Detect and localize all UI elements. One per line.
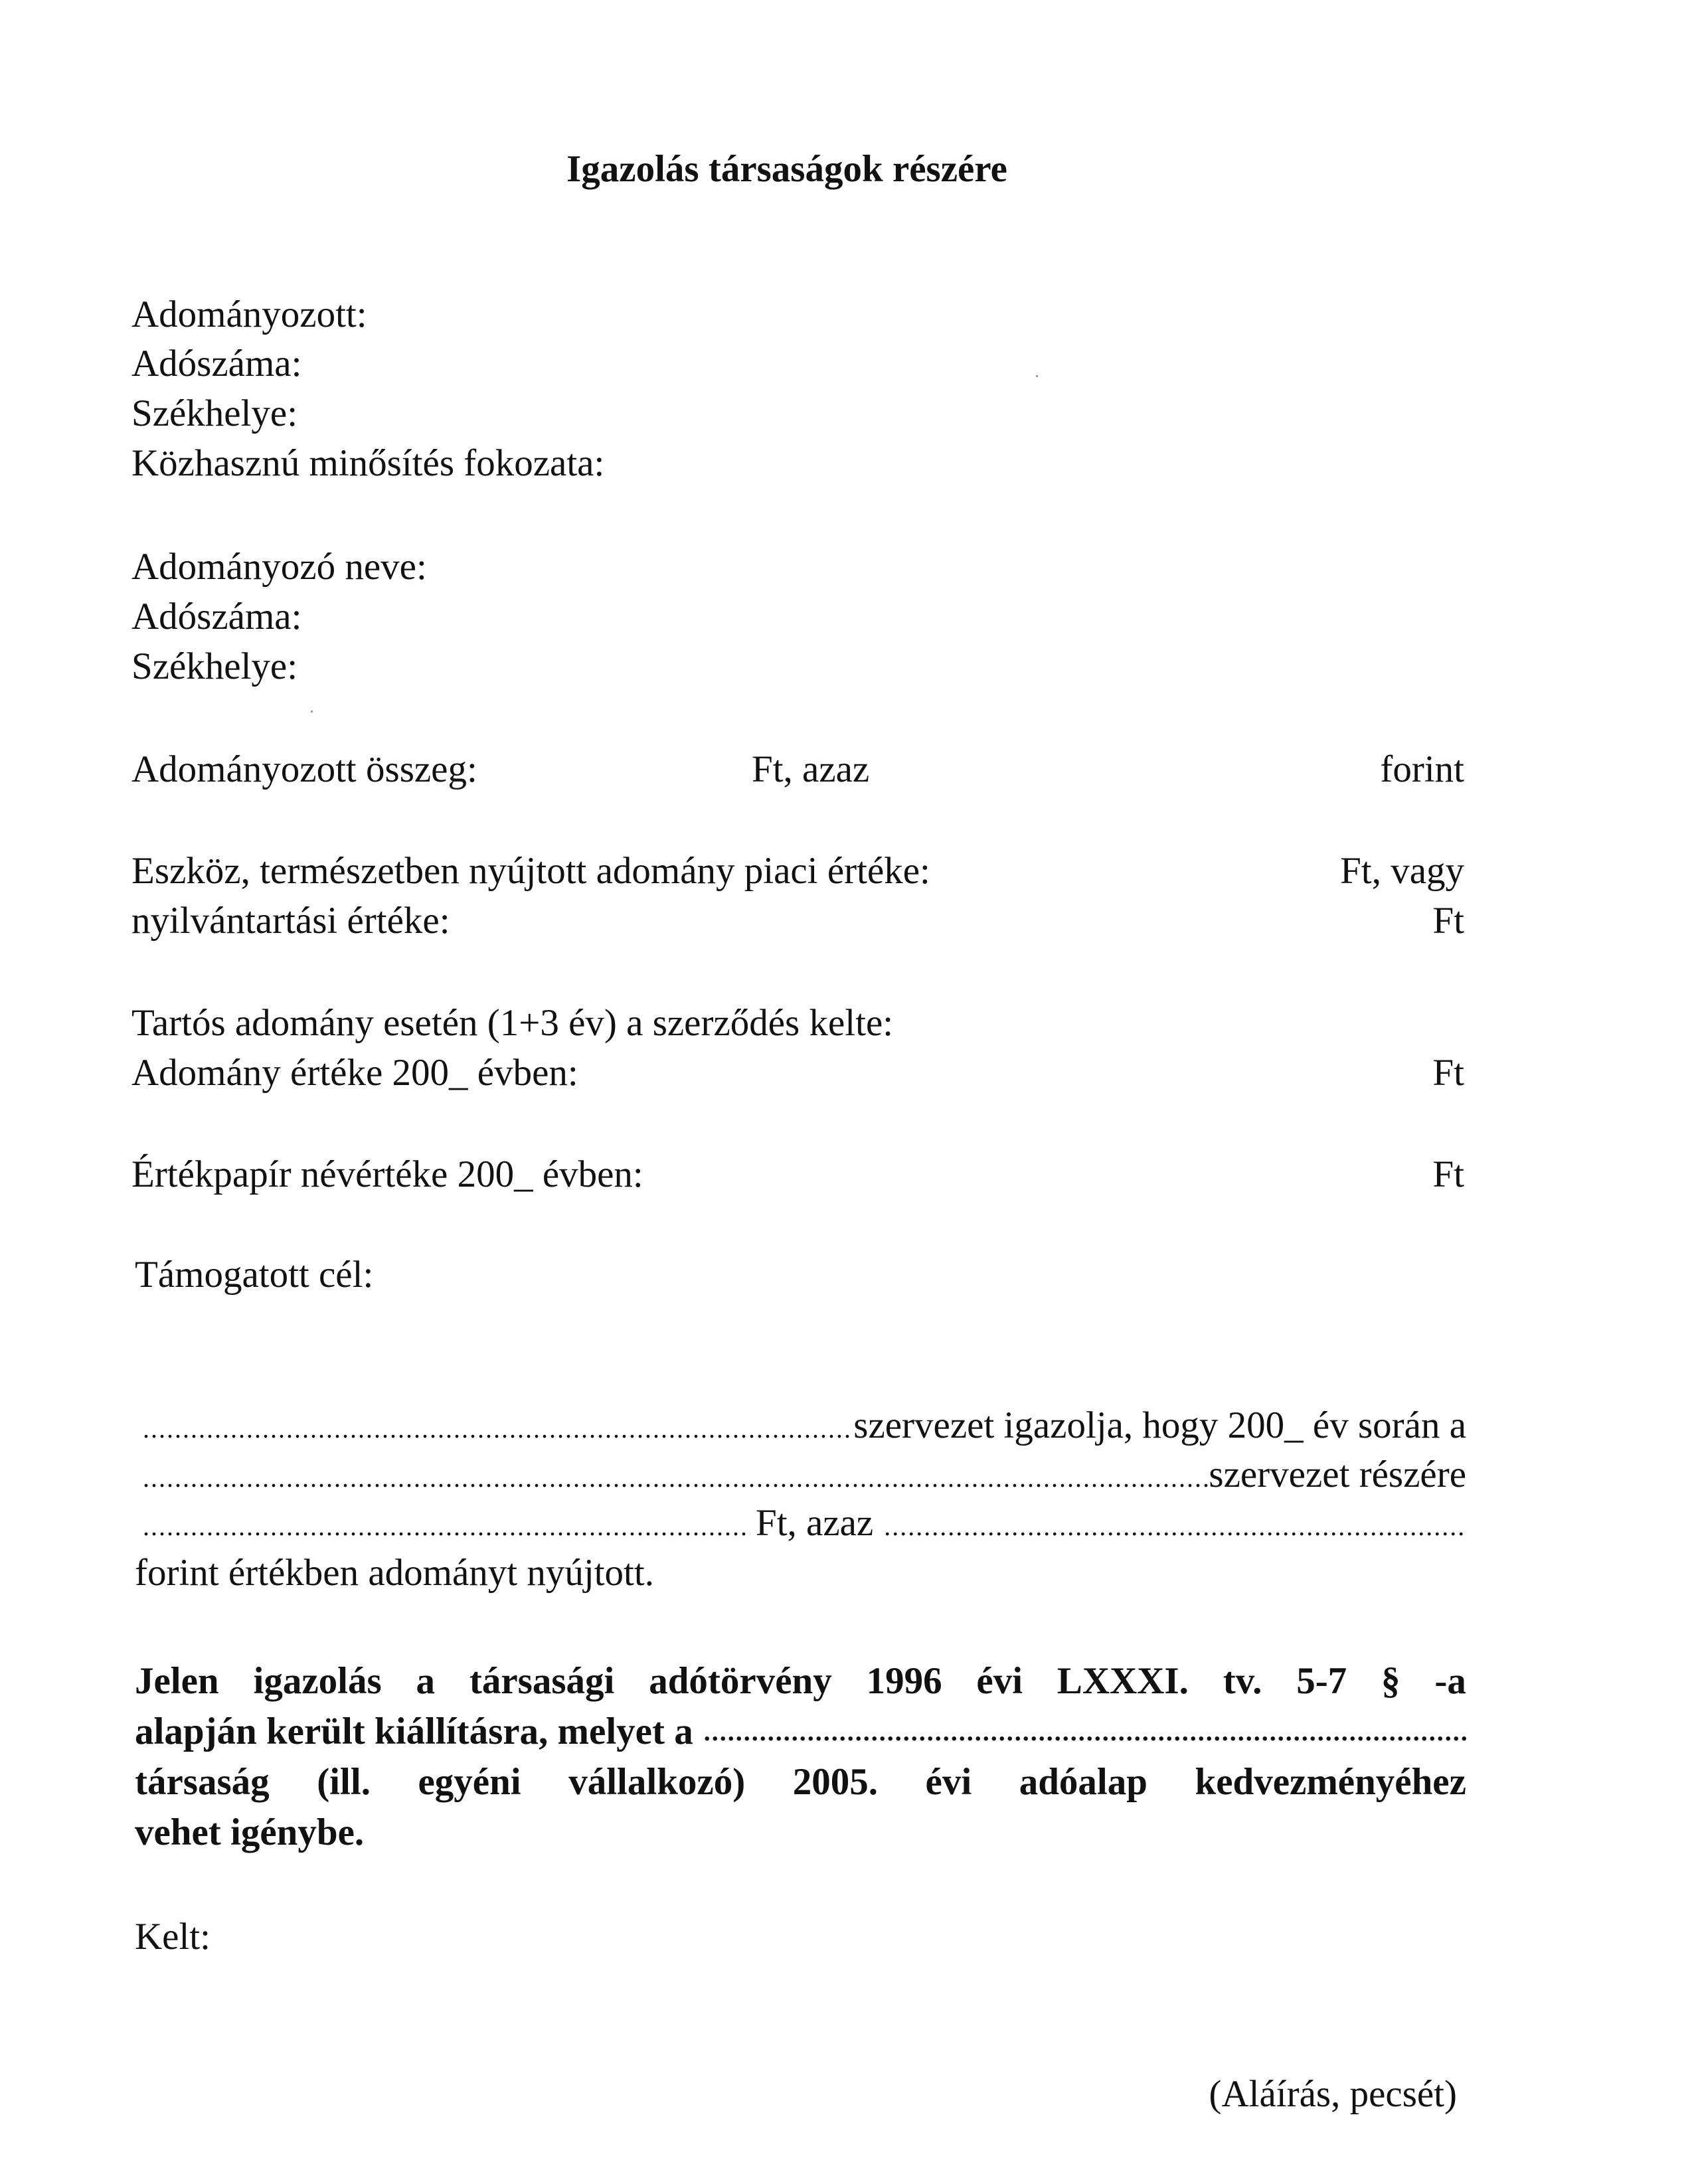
recipient-szekhelye-label: Székhelye: — [131, 392, 298, 434]
certification-line-1-text: szervezet igazolja, hogy 200_ év során a — [853, 1404, 1466, 1446]
certification-line-4: forint értékben adományt nyújtott. — [135, 1552, 654, 1594]
fill-in-dots — [143, 1513, 750, 1540]
recipient-adoszama-label: Adószáma: — [131, 343, 302, 384]
signature-label: (Aláírás, pecsét) — [1209, 2073, 1457, 2115]
certification-line-2-text: szervezet részére — [1209, 1454, 1466, 1495]
adomanyozott-label: Adományozott: — [131, 294, 367, 335]
donor-adoszama-label: Adószáma: — [131, 596, 302, 637]
fill-in-dots — [143, 1465, 1209, 1491]
kozhasznu-label: Közhasznú minősítés fokozata: — [131, 442, 605, 484]
certification-line-2 — [143, 1456, 1466, 1493]
amount-ft-azaz: Ft, azaz — [752, 748, 870, 790]
longterm-value-label: Adomány értéke 200_ évben: — [131, 1052, 578, 1094]
fill-in-dots — [143, 1416, 853, 1442]
longterm-ft: Ft — [1432, 1052, 1464, 1094]
scan-speck — [1036, 375, 1038, 377]
legal-statement — [135, 1656, 1466, 1858]
amount-label: Adományozott összeg: — [131, 748, 477, 790]
amount-forint: forint — [1380, 748, 1464, 790]
asset-ft: Ft — [1432, 900, 1464, 942]
asset-ft-vagy: Ft, vagy — [1340, 850, 1464, 892]
longterm-contract-label: Tartós adomány esetén (1+3 év) a szerződés kelte: — [131, 1002, 894, 1044]
certification-line-3 — [143, 1504, 1466, 1542]
legal-line-1: Jelen igazolás a társasági adótörvény 1996 évi LXXXI. tv. 5-7 § -a — [135, 1660, 1466, 1702]
security-ft: Ft — [1432, 1153, 1464, 1195]
asset-book-value-label: nyilvántartási értéke: — [131, 900, 450, 942]
certification-line-3-text: Ft, azaz — [756, 1502, 874, 1544]
fill-in-dots — [704, 1707, 1466, 1757]
donor-szekhelye-label: Székhelye: — [131, 645, 298, 687]
legal-line-2: alapján került kiállításra, melyet a ..... — [135, 1707, 1466, 1757]
fill-in-dots — [884, 1513, 1466, 1540]
kelt-label: Kelt: — [135, 1916, 211, 1958]
purpose-label: Támogatott cél: — [135, 1254, 374, 1296]
donor-name-label: Adományozó neve: — [131, 546, 427, 588]
scan-speck — [311, 711, 313, 713]
legal-line-4: vehet igénybe. — [135, 1811, 365, 1853]
legal-line-3: társaság (ill. egyéni vállalkozó) 2005. évi adóalap kedvezményéhez — [135, 1761, 1466, 1803]
asset-market-value-label: Eszköz, természetben nyújtott adomány piaci értéke: — [131, 850, 930, 892]
certification-line-1 — [143, 1406, 1466, 1444]
security-value-label: Értékpapír névértéke 200_ évben: — [131, 1153, 643, 1195]
document-title: Igazolás társaságok részére — [566, 148, 1007, 190]
